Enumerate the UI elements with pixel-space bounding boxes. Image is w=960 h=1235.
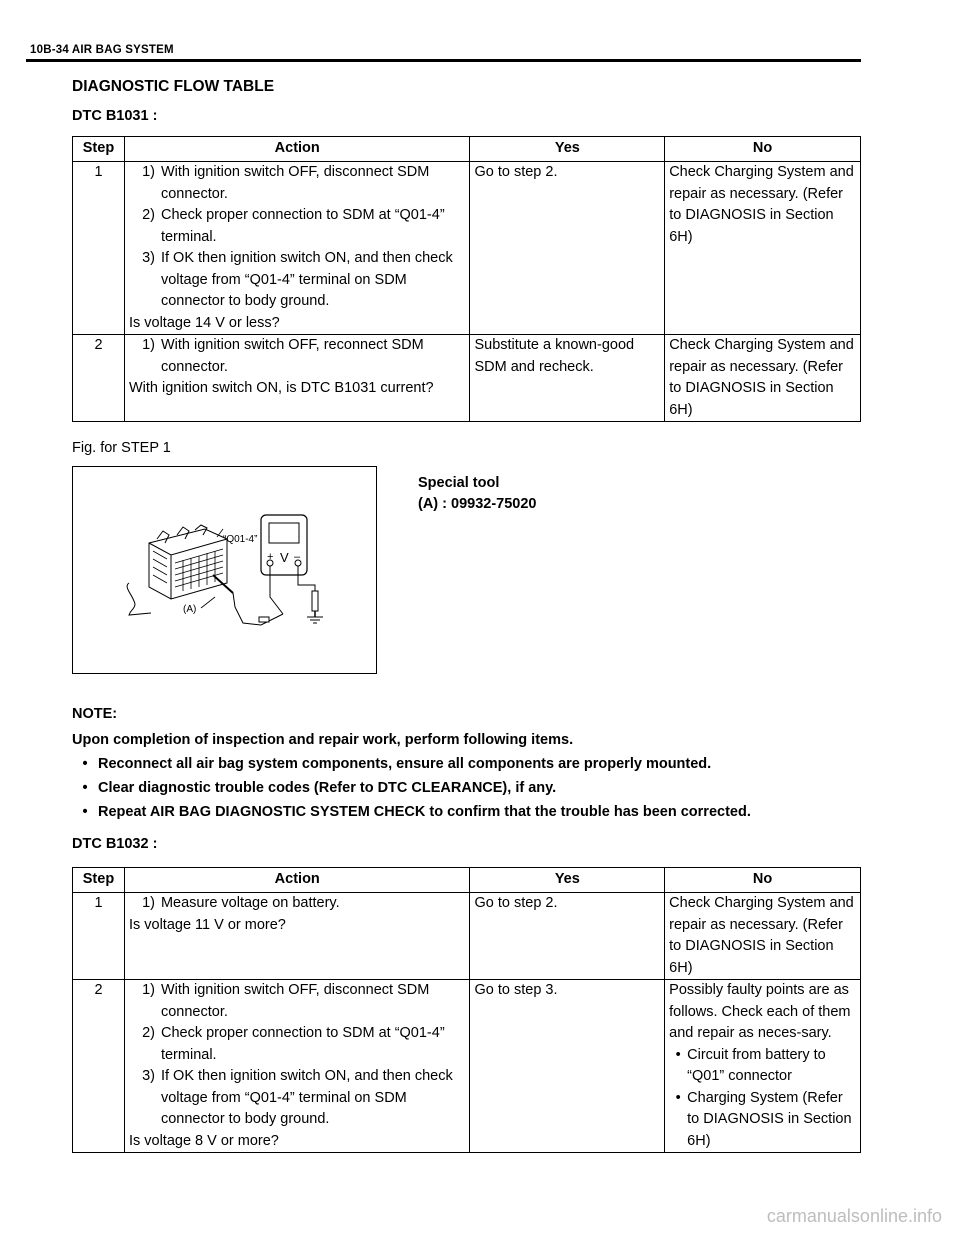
table-row — [73, 162, 861, 335]
step-number: 1 — [73, 893, 125, 980]
step-number: 2 — [73, 335, 125, 422]
col-yes: Yes — [470, 868, 665, 893]
action-question: Is voltage 11 V or more? — [128, 916, 286, 933]
voltmeter-figure — [73, 467, 376, 673]
lead-connector-icon — [259, 617, 269, 622]
no-cell: Check Charging System and repair as necessary. (Refer to DIAGNOSIS in Section 6H) — [665, 162, 861, 335]
ground-icon — [307, 617, 323, 623]
note-intro: Upon completion of inspection and repair work, perform following items. — [72, 732, 574, 748]
dtc2-title: DTC B1032 : — [72, 836, 158, 852]
col-action: Action — [124, 868, 470, 893]
col-action: Action — [124, 137, 470, 162]
meter-v: V — [280, 550, 289, 565]
hand-outline — [127, 583, 151, 615]
sdm-connector-icon — [149, 525, 227, 599]
meter-minus: – — [294, 551, 301, 563]
special-tool-title: Special tool — [418, 475, 500, 491]
note-block — [72, 702, 862, 824]
figure-caption: Fig. for STEP 1 — [72, 440, 171, 456]
dtc2-table — [72, 867, 861, 1153]
action-item: 3) If OK then ignition switch ON, and then check voltage from “Q01-4” terminal on SDM connector to body ground. — [142, 250, 453, 309]
ground-probe-icon — [312, 591, 318, 611]
header-rule — [26, 59, 861, 62]
yes-cell: Go to step 2. — [470, 893, 665, 980]
step-number: 2 — [73, 980, 125, 1153]
col-no: No — [665, 868, 861, 893]
action-item: 1) With ignition switch OFF, reconnect SDM connector. — [142, 337, 424, 375]
no-cell: Check Charging System and repair as necessary. (Refer to DIAGNOSIS in Section 6H) — [665, 893, 861, 980]
dtc1-table — [72, 136, 861, 422]
meter-plus: + — [267, 551, 274, 563]
table-header-row — [73, 137, 861, 162]
note-title: NOTE: — [72, 706, 118, 722]
table-row — [73, 335, 861, 422]
action-item: 2) Check proper connection to SDM at “Q01-4” terminal. — [142, 207, 445, 245]
action-question: With ignition switch ON, is DTC B1031 current? — [128, 380, 434, 396]
section-heading: DIAGNOSTIC FLOW TABLE — [72, 78, 275, 95]
col-step: Step — [73, 137, 125, 162]
dtc1-title: DTC B1031 : — [72, 108, 158, 124]
tool-label: (A) — [183, 604, 197, 615]
no-intro: Possibly faulty points are as follows. Check each of them and repair as neces-sary. — [669, 982, 851, 1041]
action-question: Is voltage 14 V or less? — [128, 314, 280, 331]
action-item: 1) Measure voltage on battery. — [142, 895, 340, 911]
note-item: • Clear diagnostic trouble codes (Refer to DTC CLEARANCE), if any. — [82, 780, 557, 796]
action-cell — [124, 980, 470, 1153]
voltmeter-icon — [261, 515, 307, 575]
yes-cell: Substitute a known-good SDM and recheck. — [470, 335, 665, 422]
step-number: 1 — [73, 162, 125, 335]
col-step: Step — [73, 868, 125, 893]
figure-box — [72, 466, 377, 674]
no-item: • Circuit from battery to “Q01” connector — [675, 1046, 826, 1084]
note-item: • Repeat AIR BAG DIAGNOSTIC SYSTEM CHECK to confirm that the trouble has been corrected. — [82, 804, 751, 820]
col-no: No — [665, 137, 861, 162]
terminal-label: “Q01-4” — [223, 534, 258, 545]
action-cell — [124, 893, 470, 980]
table-row — [73, 893, 861, 980]
action-item: 2) Check proper connection to SDM at “Q01-4” terminal. — [142, 1025, 445, 1063]
note-item: • Reconnect all air bag system components, ensure all components are properly mounted. — [82, 756, 712, 772]
action-item: 1) With ignition switch OFF, disconnect SDM connector. — [142, 164, 430, 202]
special-tool-value: (A) : 09932-75020 — [418, 496, 537, 512]
table-header-row — [73, 868, 861, 893]
no-item: • Charging System (Refer to DIAGNOSIS in Section 6H) — [675, 1089, 852, 1149]
no-cell: Check Charging System and repair as necessary. (Refer to DIAGNOSIS in Section 6H) — [665, 335, 861, 422]
yes-cell: Go to step 2. — [470, 162, 665, 335]
action-cell — [124, 162, 470, 335]
table-row — [73, 980, 861, 1153]
yes-cell: Go to step 3. — [470, 980, 665, 1153]
no-cell — [665, 980, 861, 1153]
action-item: 1) With ignition switch OFF, disconnect SDM connector. — [142, 982, 430, 1020]
page-header: 10B-34 AIR BAG SYSTEM — [30, 44, 174, 56]
probe-tip-icon — [213, 575, 233, 593]
action-item: 3) If OK then ignition switch ON, and then check voltage from “Q01-4” terminal on SDM connector to body ground. — [142, 1068, 453, 1127]
special-tool — [418, 473, 537, 515]
action-cell — [124, 335, 470, 422]
watermark: carmanualsonline.info — [766, 1206, 942, 1226]
action-question: Is voltage 8 V or more? — [128, 1132, 279, 1149]
col-yes: Yes — [470, 137, 665, 162]
